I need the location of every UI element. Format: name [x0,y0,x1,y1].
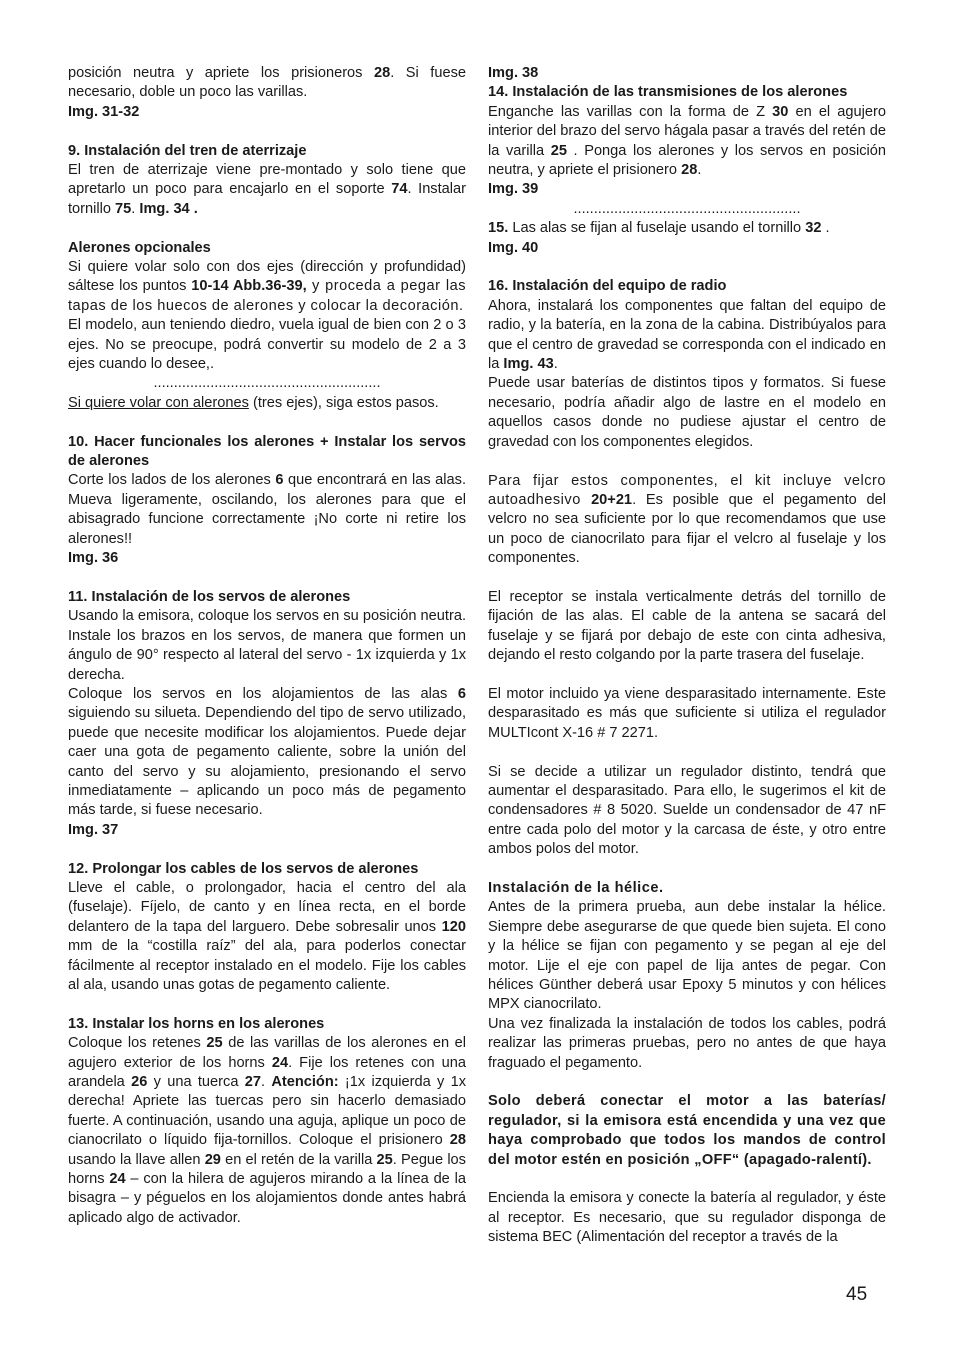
optional-ailerons-text: Si quiere volar solo con dos ejes (dirección y profundidad) sáltese los puntos 10-14 Abb.36-39, y proceda a pegar las tapas de los huecos de alerones y colocar la decoración. [68,259,467,314]
section-14-img-ref: Img. 39 [488,181,539,198]
optional-ailerons-p2: El modelo, aun teniendo diedro, vuela igual de bien con 2 o 3 ejes. No se preocupe, podrá convertir su modelo de 2 a 3 ejes cuando lo desee,. [68,317,466,373]
section-11-img-ref: Img. 37 [68,821,119,838]
last-text: Encienda la emisora y conecte la batería al regulador, y éste al receptor. Es necesario, que su regulador disponga de sistema BEC (Alimentación del receptor a través de la [488,1190,886,1246]
section-16-p2: Puede usar baterías de distintos tipos y formatos. Si fuese necesario, podría añadir algo de lastre en el modelo en aquellos casos donde no pudiese ajustar el centro de gravedad con los componentes elegidos. [488,375,886,450]
motor-block [488,685,886,743]
section-11 [68,588,466,840]
intro-img-ref: Img. 31-32 [68,103,140,120]
page-number: 45 [846,1284,868,1305]
velcro-block [488,472,886,569]
right-column [488,64,886,1248]
last-block [488,1189,886,1247]
section-14-text: Enganche las varillas con la forma de Z 30 en el agujero interior del brazo del servo hágala pasar a través del retén de la varilla 25 . Ponga los alerones y los servos en posición neutra, y apriete el prisionero 28. [488,103,887,179]
section-12 [68,860,466,996]
img-38-ref: Img. 38 [488,65,539,81]
section-10-text: Corte los lados de los alerones 6 que encontrará en las alas. Mueva ligeramente, oscilando, los alerones para que el abisagrado funcione correctamente ¡No corte ni retire los alerones!! [68,472,466,547]
dotted-separator-right: ........................................................ [573,200,801,217]
section-12-title: 12. Prolongar los cables de los servos de alerones [68,860,419,877]
section-12-text: Lleve el cable, o prolongador, hacia el centro del ala (fuselaje). Fíjelo, de canto y en línea recta, en el borde delantero de la tapa del larguero. Debe sobresalir unos 120 mm de la “costilla raíz” del ala, para poderlos conectar fácilmente al receptor instalado en el modelo. Fije los cables al ala, usando unas gotas de pegamento caliente. [68,879,466,994]
intro-block [68,64,466,122]
optional-ailerons-p3: Si quiere volar con alerones (tres ejes), siga estos pasos. [68,394,439,411]
section-9-title: 9. Instalación del tren de aterrizaje [68,142,307,159]
section-15-img-ref: Img. 40 [488,239,539,256]
section-11-p1: Usando la emisora, coloque los servos en su posición neutra. Instale los brazos en los servos, de manera que formen un ángulo de 90° respecto al lateral del servo - 1x izquierda y 1x derecha. [68,608,466,683]
warning-block [488,1092,886,1170]
propeller-block [488,879,886,1073]
propeller-title: Instalación de la hélice. [488,879,664,896]
section-10 [68,433,466,569]
section-9-text: El tren de aterrizaje viene pre-montado y solo tiene que apretarlo un poco para encajarlo en el soporte 74. Instalar tornillo 75. Img. 34 . [68,162,466,217]
intro-text: posición neutra y apriete los prisioneros 28. Si fuese necesario, doble un poco las varillas. [68,65,466,101]
propeller-p1: Antes de la primera prueba, aun debe instalar la hélice. Siempre debe asegurarse de que quede bien sujeta. El cono y la hélice se fijan con pegamento y se pegan al eje del motor. Lije el eje con papel de lija antes de pegar. Con hélices Günther deberá usar Epoxy 5 minutos y con hélices MPX cianocrilato. [488,899,886,1013]
motor-text: El motor incluido ya viene desparasitado internamente. Este desparasitado es más que suficiente si utiliza el regulador MULTIcont X-16 # 7 2271. [488,685,886,741]
receptor-block [488,588,886,666]
section-11-title: 11. Instalación de los servos de alerones [68,588,351,605]
receptor-text: El receptor se instala verticalmente detrás del tornillo de fijación de las alas. El cable de la antena se sacará del fuselaje y se fijará por debajo de este con cinta adhesiva, dejando el resto colgando por la parte trasera del fuselaje. [488,588,886,664]
propeller-p2: Una vez finalizada la instalación de todos los cables, podrá realizar las primeras pruebas, pero no antes de que haya fraguado el pegamento. [488,1015,886,1071]
dotted-separator: ........................................................ [153,375,381,392]
warning-text: Solo deberá conectar el motor a las baterías/ regulador, si la emisora está encendida y una vez que haya comprobado que todos los mandos de control del motor estén en posición „OFF“ (apagado-ralentí). [488,1093,886,1168]
section-16-p1: Ahora, instalará los componentes que faltan del equipo de radio, y la batería, en la zona de la cabina. Distribúyalos para que el centro de gravedad se corresponda con el indicado en la Img. 43. [488,297,886,373]
regulador-block [488,763,886,860]
section-14-title: 14. Instalación de las transmisiones de los alerones [488,84,848,101]
section-15-text: 15. Las alas se fijan al fuselaje usando el tornillo 32 . [488,220,830,237]
section-11-p2: Coloque los servos en los alojamientos de las alas 6 siguiendo su silueta. Dependiendo del tipo de servo utilizado, puede que necesite modificar los alojamientos. Puede dejar caer una gota de pegamento caliente, sobre la unión del canto del servo y su alojamiento, presionando el servo inmediatamente – aplicando un poco más de pegamento más tarde, si fuese necesario. [68,685,466,819]
section-14 [488,64,886,219]
section-10-img-ref: Img. 36 [68,550,119,567]
regulador-text: Si se decide a utilizar un regulador distinto, tendrá que aumentar el desparasitado. Para ello, le sugerimos el kit de condensadores # 8 5020. Suelde un condensador de 47 nF entre cada polo del motor y la carcasa de éste, y otro entre ambos polos del motor. [488,763,886,858]
section-13-title: 13. Instalar los horns en los alerones [68,1015,325,1032]
optional-ailerons [68,239,466,414]
section-13-text: Coloque los retenes 25 de las varillas de los alerones en el agujero exterior de los horns 24. Fije los retenes con una arandela 26 y una tuerca 27. Atención: ¡1x izquierda y 1x derecha! Apriete las tuercas pero sin hacerlo demasiado fuerte. A continuación, usando una aguja, aplique un poco de cianocrilato o líquido fija-tornillos. Coloque el prisionero 28 usando la llave allen 29 en el retén de la varilla 25. Pegue los horns 24 – con la hilera de agujeros mirando a la línea de la bisagra – y péguelos en los alojamientos donde antes habrá aplicado algo de activador. [68,1035,467,1226]
section-16 [488,277,886,452]
section-13 [68,1015,466,1228]
section-16-title: 16. Instalación del equipo de radio [488,278,727,295]
section-15 [488,219,886,258]
left-column [68,64,466,1228]
section-10-title: 10. Hacer funcionales los alerones + Instalar los servos de alerones [68,433,466,470]
section-9 [68,142,466,220]
optional-ailerons-title: Alerones opcionales [68,239,211,256]
velcro-text: Para fijar estos componentes, el kit incluye velcro autoadhesivo 20+21. Es posible que el pegamento del velcro no sea suficiente por lo que recomendamos que use un poco de cianocrilato para fijar el velcro al fuselaje y los componentes. [488,472,886,567]
